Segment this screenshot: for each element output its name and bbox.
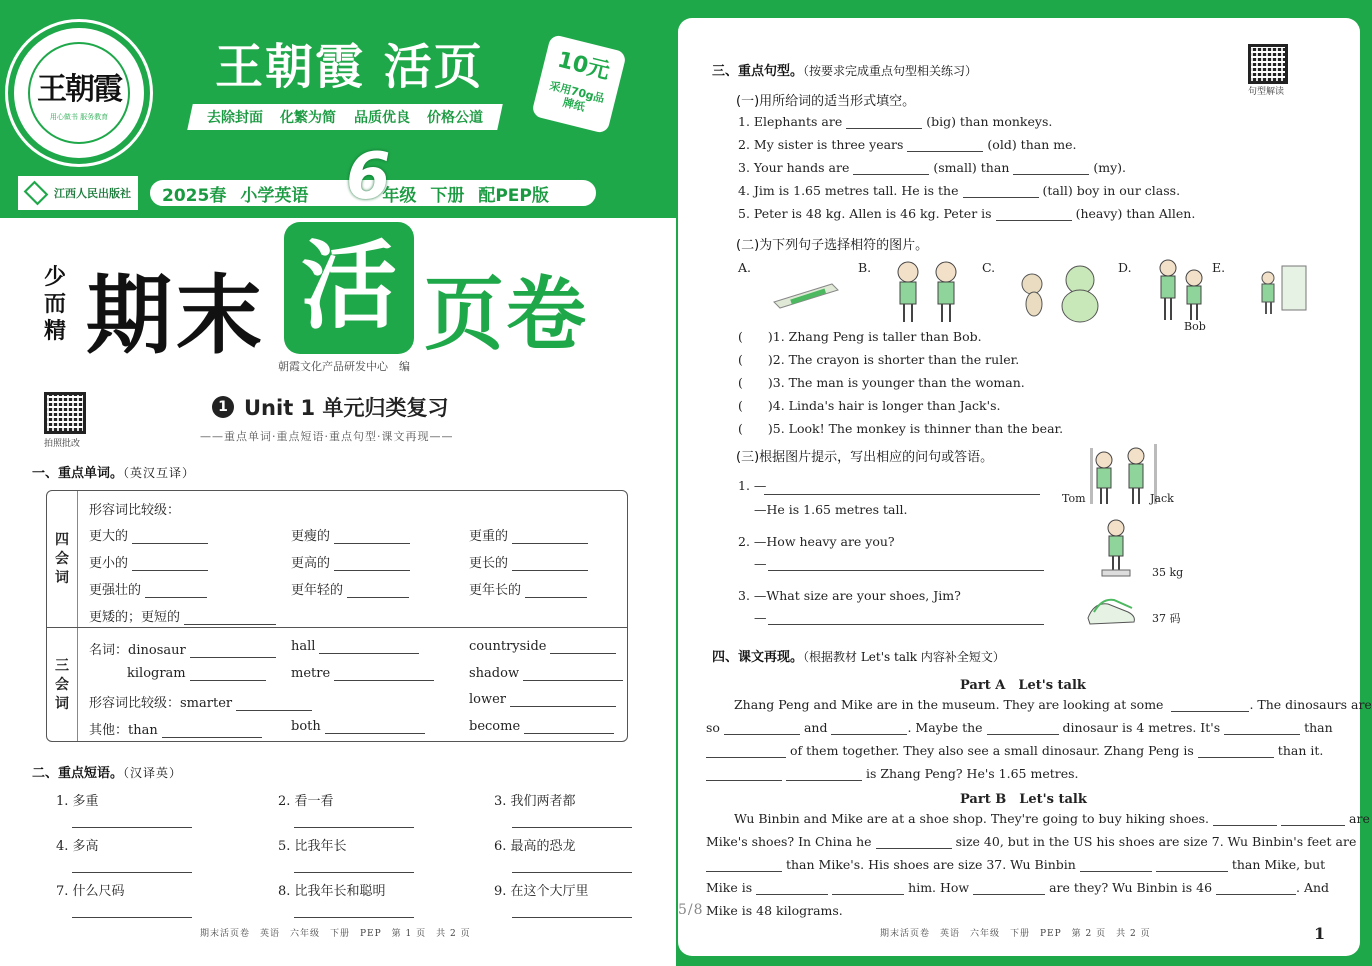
term: 下册 xyxy=(430,185,465,206)
subsection-1-title: (一)用所给词的适当形式填空。 xyxy=(736,94,916,109)
match-item[interactable]: ( )1. Zhang Peng is taller than Bob. xyxy=(738,329,982,344)
side-title: 少 而 精 xyxy=(44,265,67,344)
qa-question: 1. — xyxy=(738,478,767,493)
vocab-item[interactable]: lower xyxy=(469,692,616,707)
pic-label-d: D. xyxy=(1118,260,1132,275)
vocab-item[interactable]: 更年长的 xyxy=(469,579,587,598)
pic-label-a: A. xyxy=(738,260,752,275)
passage-line[interactable]: Zhang Peng and Mike are in the museum. They are looking at some . The dinosaurs are xyxy=(734,697,1372,712)
vocab-item[interactable]: 更强壮的 xyxy=(89,579,207,598)
vocab-item[interactable]: hall xyxy=(291,639,419,654)
vocab-item[interactable]: 其他：than xyxy=(89,719,262,738)
fold-mark: 5/8 xyxy=(678,902,704,918)
main-title-c: 页卷 xyxy=(424,268,588,361)
phrase-answer-line[interactable] xyxy=(72,872,192,873)
slogan-bar xyxy=(187,104,503,130)
size-label: 37 码 xyxy=(1152,612,1181,625)
vocab-item[interactable]: 更瘦的 xyxy=(291,525,410,544)
vocab-side-b: 三 会 词 xyxy=(55,658,69,712)
grade-number: 6 xyxy=(346,140,391,214)
qa-answer-line[interactable] xyxy=(768,624,1044,625)
qr-code-icon[interactable] xyxy=(1248,44,1288,84)
qa-question: 3. —What size are your shoes, Jim? xyxy=(738,588,961,603)
vocab-item[interactable]: 更矮的；更短的 xyxy=(89,606,276,625)
ruler-crayon-picture xyxy=(770,272,842,312)
scale-boy-picture xyxy=(1086,516,1146,580)
boy-girl-picture xyxy=(888,258,968,326)
section-1-title: 一、重点单词。（英汉互译） xyxy=(32,466,196,481)
phrase-item: 2. 看一看 xyxy=(278,794,334,809)
slogan-4: 价格公道 xyxy=(427,110,484,126)
main-title-a: 期末 xyxy=(86,266,266,366)
slogan-3: 品质优良 xyxy=(353,110,410,126)
vocab-item[interactable]: 更重的 xyxy=(469,525,588,544)
match-item[interactable]: ( )3. The man is younger than the woman. xyxy=(738,375,1025,390)
passage-line[interactable]: of them together. They also see a small dinosaur. Zhang Peng is than it. xyxy=(706,743,1323,758)
fill-item[interactable]: 4. Jim is 1.65 metres tall. He is the (tall) boy in our class. xyxy=(738,183,1181,198)
phrase-item: 6. 最高的恐龙 xyxy=(494,839,576,854)
two-boys-picture xyxy=(1152,258,1212,328)
vocab-item[interactable]: both xyxy=(291,719,425,734)
vocab-item[interactable]: countryside xyxy=(469,639,616,654)
unit-number: 1 xyxy=(212,396,234,418)
vocab-item[interactable]: 更年轻的 xyxy=(291,579,409,598)
phrase-item: 8. 比我年长和聪明 xyxy=(278,884,386,899)
subject: 小学英语 xyxy=(240,185,309,206)
vocab-item[interactable]: metre xyxy=(291,666,434,681)
unit-title-text: Unit 1 单元归类复习 xyxy=(244,396,449,420)
phrase-item: 9. 在这个大厅里 xyxy=(494,884,589,899)
passage-line[interactable]: than Mike's. His shoes are size 37. Wu Binbin than Mike, but xyxy=(706,857,1325,872)
phrase-answer-line[interactable] xyxy=(294,872,414,873)
publisher-name: 江西人民出版社 xyxy=(54,187,131,200)
series-title: 王朝霞 活页 xyxy=(215,39,484,95)
phrase-answer-line[interactable] xyxy=(72,917,192,918)
qr-caption: 拍照批改 xyxy=(44,439,81,449)
main-title-b: 活 xyxy=(284,222,414,354)
pic-label-e: E. xyxy=(1212,260,1226,275)
phrase-answer-line[interactable] xyxy=(294,917,414,918)
phrase-answer-line[interactable] xyxy=(512,872,632,873)
phrase-item: 1. 多重 xyxy=(56,794,99,809)
qa-answer-line[interactable] xyxy=(764,494,1040,495)
passage-line[interactable]: is Zhang Peng? He's 1.65 metres. xyxy=(706,766,1079,781)
vocab-item[interactable]: 更大的 xyxy=(89,525,208,544)
vocab-item[interactable]: become xyxy=(469,719,614,734)
section-2-title: 二、重点短语。（汉译英） xyxy=(32,766,183,781)
editor-credit: 朝霞文化产品研发中心 编 xyxy=(278,360,410,373)
match-item[interactable]: ( )2. The crayon is shorter than the ruler. xyxy=(738,352,1020,367)
part-b-title: Part B Let's talk xyxy=(960,792,1087,807)
page-number: 1 xyxy=(1314,924,1326,943)
weight-label: 35 kg xyxy=(1152,566,1184,579)
vocab-box xyxy=(46,490,628,742)
vocab-side-a: 四 会 词 xyxy=(55,532,69,586)
jack-label: Jack xyxy=(1150,492,1174,505)
phrase-item: 4. 多高 xyxy=(56,839,99,854)
phrase-answer-line[interactable] xyxy=(512,917,632,918)
left-page xyxy=(0,0,676,966)
phrase-answer-line[interactable] xyxy=(72,827,192,828)
slogan-2: 化繁为简 xyxy=(280,110,337,126)
season: 2025春 xyxy=(162,185,227,206)
tom-label: Tom xyxy=(1062,492,1086,505)
monkey-bear-picture xyxy=(1012,260,1108,324)
vocab-item[interactable]: 形容词比较级：smarter xyxy=(89,692,312,711)
passage-line[interactable]: Mike is him. How are they? Wu Binbin is 46 . And xyxy=(706,880,1330,895)
passage-line[interactable]: so and . Maybe the dinosaur is 4 metres. It's than xyxy=(706,720,1333,735)
left-footer: 期末活页卷 英语 六年级 下册 PEP 第 1 页 共 2 页 xyxy=(200,929,471,939)
brand-motto: 用心做书 服务教育 xyxy=(49,113,109,121)
publisher-badge xyxy=(18,176,138,210)
phrase-answer-line[interactable] xyxy=(294,827,414,828)
pic-label-b: B. xyxy=(858,260,872,275)
phrase-item: 5. 比我年长 xyxy=(278,839,347,854)
qa-answer-line[interactable] xyxy=(768,570,1044,571)
publisher-logo-icon xyxy=(24,181,49,206)
subsection-2-title: (二)为下列句子选择相符的图片。 xyxy=(736,238,929,253)
vocab-item[interactable]: kilogram xyxy=(127,666,266,681)
section-3-title: 三、重点句型。（按要求完成重点句型相关练习） xyxy=(712,64,978,79)
qa-answer: — xyxy=(754,610,767,625)
section-4-title: 四、课文再现。（根据教材 Let's talk 内容补全短文） xyxy=(712,650,1005,665)
man-woman-picture xyxy=(1254,262,1310,318)
fill-item[interactable]: 5. Peter is 48 kg. Allen is 46 kg. Peter is (heavy) than Allen. xyxy=(738,206,1196,221)
slogan-1: 去除封面 xyxy=(206,110,263,126)
qr-code-icon[interactable] xyxy=(44,392,86,434)
passage-line: Mike is 48 kilograms. xyxy=(706,903,843,918)
edition: 配PEP版 xyxy=(478,185,549,206)
match-item[interactable]: ( )4. Linda's hair is longer than Jack's. xyxy=(738,398,1001,413)
vocab-item[interactable]: 更长的 xyxy=(469,552,588,571)
phrase-answer-line[interactable] xyxy=(512,827,632,828)
part-a-title: Part A Let's talk xyxy=(960,678,1086,693)
right-page xyxy=(678,18,1372,956)
passage-line[interactable]: Mike's shoes? In China he size 40, but in the US his shoes are size 7. Wu Binbin's feet are xyxy=(706,834,1357,849)
fill-item[interactable]: 1. Elephants are (big) than monkeys. xyxy=(738,114,1053,129)
fill-item[interactable]: 3. Your hands are (small) than (my). xyxy=(738,160,1127,175)
qa-answer: —He is 1.65 metres tall. xyxy=(754,502,908,517)
qa-question: 2. —How heavy are you? xyxy=(738,534,895,549)
unit-subtitle: ——重点单词·重点短语·重点句型·课文再现—— xyxy=(200,430,454,443)
brand-logo xyxy=(8,22,150,164)
subsection-3-title: (三)根据图片提示，写出相应的问句或答语。 xyxy=(736,450,994,465)
qa-answer: — xyxy=(754,556,767,571)
match-item[interactable]: ( )5. Look! The monkey is thinner than the bear. xyxy=(738,421,1064,436)
brand-name: 王朝霞 xyxy=(37,72,121,107)
passage-line[interactable]: Wu Binbin and Mike are at a shoe shop. They're going to buy hiking shoes. are xyxy=(734,811,1370,826)
vocab-item[interactable]: 名词：dinosaur xyxy=(89,639,276,658)
grade-label: 年级 xyxy=(382,185,417,206)
fill-item[interactable]: 2. My sister is three years (old) than me. xyxy=(738,137,1077,152)
cover-header xyxy=(0,0,676,218)
price-tag xyxy=(531,34,627,134)
right-footer: 期末活页卷 英语 六年级 下册 PEP 第 2 页 共 2 页 xyxy=(880,929,1151,939)
bob-label: Bob xyxy=(1184,320,1206,333)
vocab-item[interactable]: 更小的 xyxy=(89,552,208,571)
shoes-picture xyxy=(1084,594,1140,628)
price: 10元 xyxy=(554,47,613,85)
pic-label-c: C. xyxy=(982,260,996,275)
unit-title xyxy=(212,392,448,422)
vocab-item[interactable]: shadow xyxy=(469,666,623,681)
vocab-item[interactable]: 更高的 xyxy=(291,552,410,571)
phrase-item: 3. 我们两者都 xyxy=(494,794,576,809)
qr-caption: 句型解读 xyxy=(1248,87,1285,97)
phrase-item: 7. 什么尺码 xyxy=(56,884,125,899)
vocab-a-header: 形容词比较级： xyxy=(89,503,181,518)
paper-note: 采用70g品牌纸 xyxy=(548,79,606,114)
